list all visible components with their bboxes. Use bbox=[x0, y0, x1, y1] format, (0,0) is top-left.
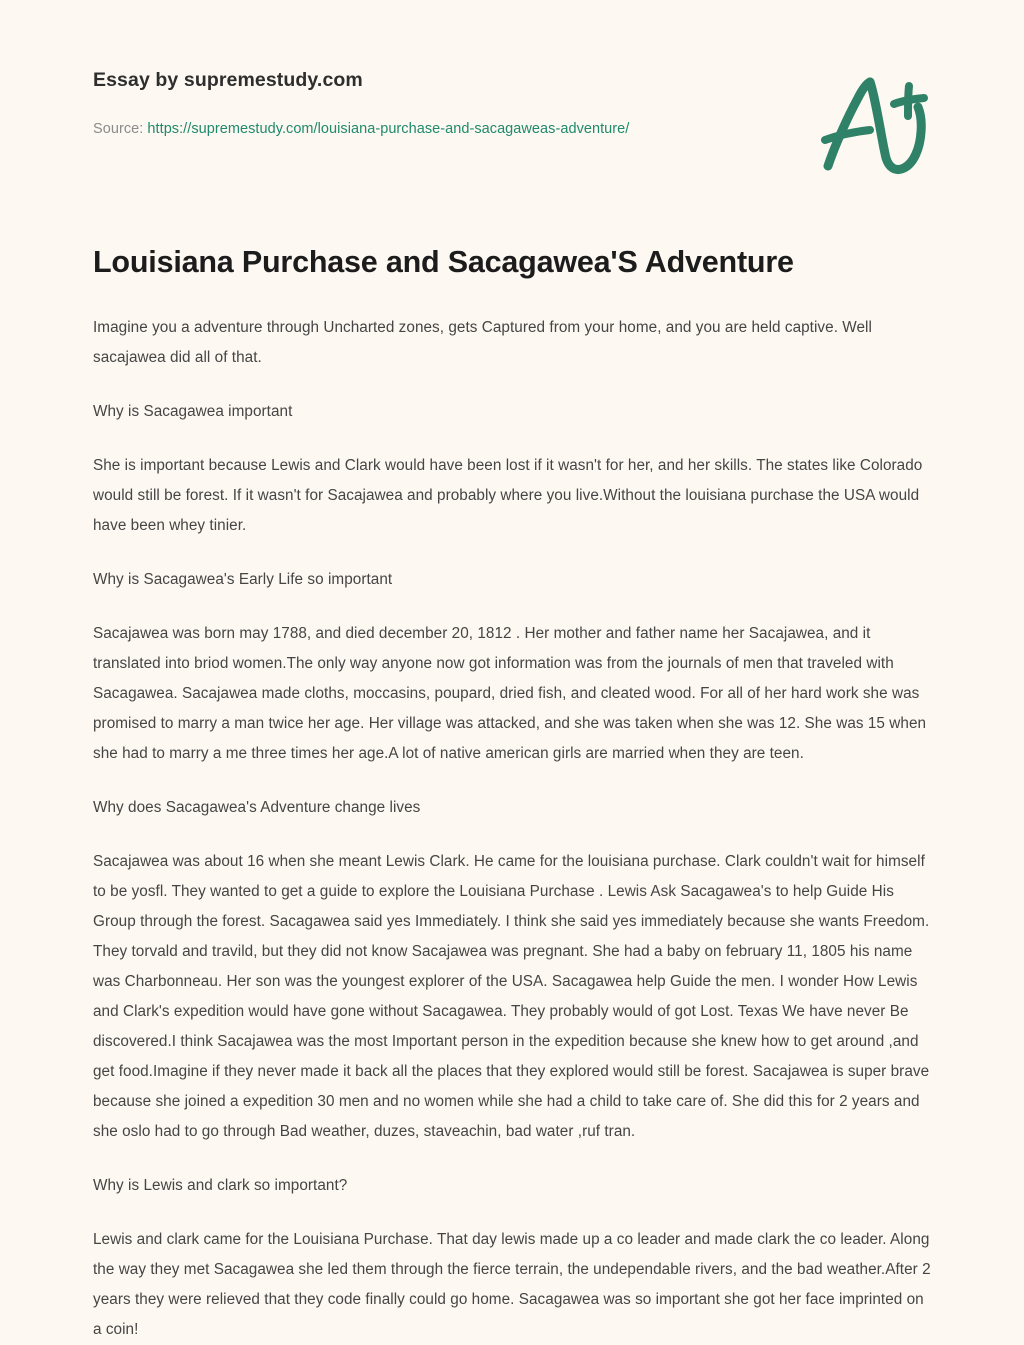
article bbox=[93, 243, 933, 1345]
article-paragraph: Sacajawea was born may 1788, and died december 20, 1812 . Her mother and father name her Sacajawea, and it translated into briod women.The only way anyone now got information was from the journals of men that traveled with Sacagawea. Sacajawea made cloths, moccasins, poupard, dried fish, and cleated wood. For all of her hard work she was promised to marry a man twice her age. Her village was attacked, and she was taken when she was 12. She was 15 when she had to marry a me three times her age.A lot of native american girls are married when they are teen. bbox=[93, 625, 927, 762]
article-paragraph: Imagine you a adventure through Uncharted zones, gets Captured from your home, and you are held captive. Well sacajawea did all of that. bbox=[93, 319, 872, 366]
article-subheading: Why is Lewis and clark so important? bbox=[93, 1177, 348, 1194]
a-plus-logo bbox=[808, 60, 938, 180]
article-subheading: Why is Sacagawea important bbox=[93, 403, 293, 420]
article-paragraph: Sacajawea was about 16 when she meant Lewis Clark. He came for the louisiana purchase. Clark couldn't wait for himself to be yosfl. They wanted to get a guide to explore the Louisiana Purchase . Lewis Ask Sacagawea's to help Guide His Group through the forest. Sacagawea said yes Immediately. I think she said yes immediately because she wants Freedom. They torvald and travild, but they did not know Sacajawea was pregnant. She had a baby on february 11, 1805 his name was Charbonneau. Her son was the youngest explorer of the USA. Sacagawea help Guide the men. I wonder How Lewis and Clark's expedition would have gone without Sacagawea. They probably would of got Lost. Texas We have never Be discovered.I think Sacajawea was the most Important person in the expedition because she knew how to get around ,and get food.Imagine if they never made it back all the places that they explored would still be forest. Sacajawea is super brave because she joined a expedition 30 men and no women while she had a child to take care of. She did this for 2 years and she oslo had to go through Bad weather, duzes, staveachin, bad water ,ruf tran. bbox=[93, 853, 930, 1140]
article-subheading: Why does Sacagawea's Adventure change lives bbox=[93, 799, 421, 816]
article-paragraph: Lewis and clark came for the Louisiana Purchase. That day lewis made up a co leader and made clark the co leader. Along the way they met Sacagawea she led them through the fierce terrain, the undependable rivers, and the bad weather.After 2 years they were relieved that they code finally could go home. Sacagawea was so important she got her face imprinted on a coin! bbox=[93, 1231, 931, 1338]
article-body bbox=[93, 313, 933, 1345]
page-title: Louisiana Purchase and Sacagawea'S Adventure bbox=[93, 245, 794, 279]
page-header bbox=[0, 0, 1024, 200]
source-url-link[interactable]: https://supremestudy.com/louisiana-purchase-and-sacagaweas-adventure/ bbox=[147, 121, 630, 137]
article-subheading: Why is Sacagawea's Early Life so important bbox=[93, 571, 393, 588]
source-label: Source: bbox=[93, 121, 144, 137]
byline: Essay by supremestudy.com bbox=[93, 69, 363, 91]
a-plus-logo-icon bbox=[808, 60, 938, 180]
source-line bbox=[93, 121, 629, 137]
article-paragraph: She is important because Lewis and Clark would have been lost if it wasn't for her, and her skills. The states like Colorado would still be forest. If it wasn't for Sacajawea and probably where you live.Without the louisiana purchase the USA would have been whey tinier. bbox=[93, 457, 923, 534]
